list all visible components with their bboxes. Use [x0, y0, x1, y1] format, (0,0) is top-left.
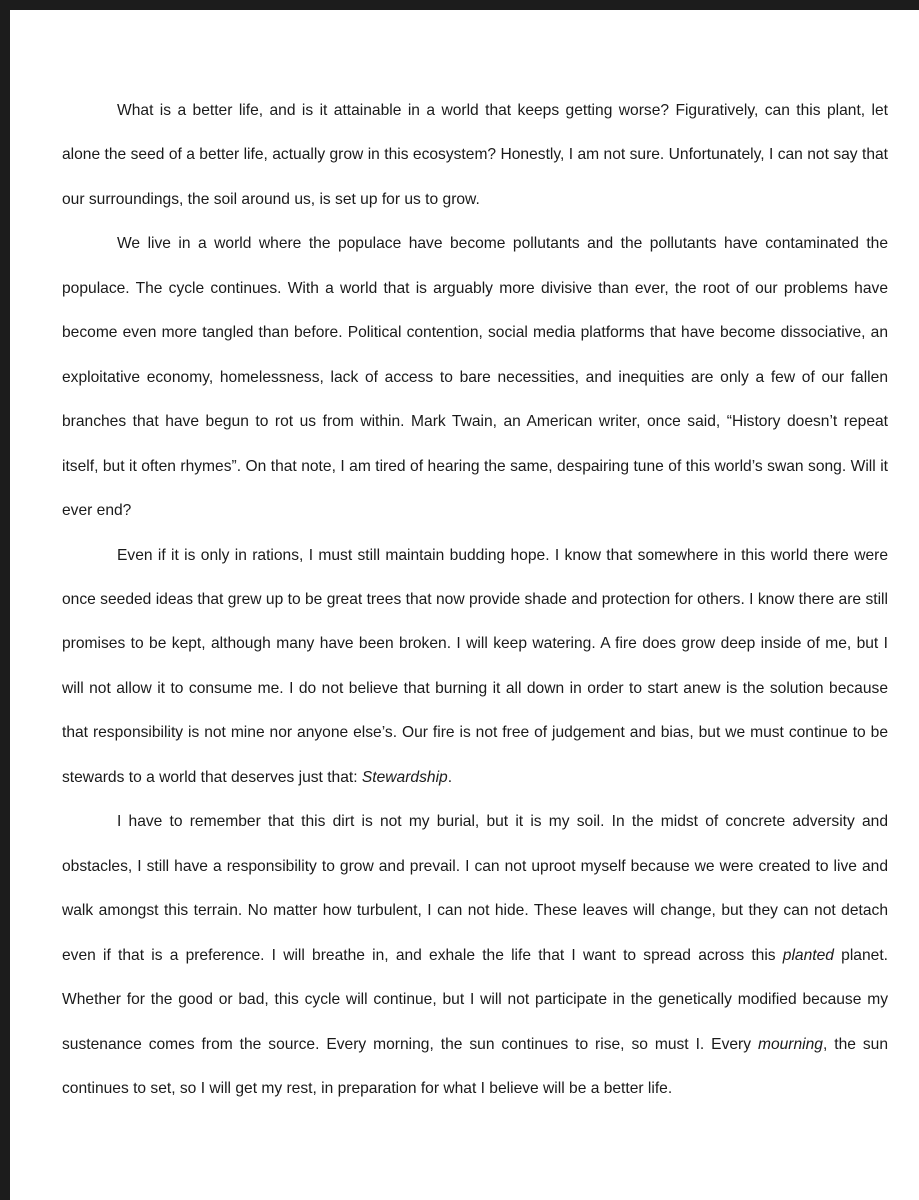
- paragraph-2-text: We live in a world where the populace have become pollutants and the pollutants have contaminated the populace. The cycle continues. With a world that is arguably more divisive than ever, the root of our problems have become even more tangled than before. Political contention, social media platforms that have become dissociative, an exploitative economy, homelessness, lack of access to bare necessities, and inequities are only a few of our fallen branches that have begun to rot us from within. Mark Twain, an American writer, once said, “History doesn’t repeat itself, but it often rhymes”. On that note, I am tired of hearing the same, despairing tune of this world’s swan song. Will it ever end?: [62, 235, 888, 520]
- document-page: [10, 10, 919, 1200]
- paragraph-3: [62, 534, 888, 801]
- paragraph-3-end: .: [447, 768, 453, 786]
- essay-body: [62, 89, 888, 1111]
- paragraph-3-text: Even if it is only in rations, I must still maintain budding hope. I know that somewhere in this world there were once seeded ideas that grew up to be great trees that now provide shade and protection for others. I know there are still promises to be kept, although many have been broken. I will keep watering. A fire does grow deep inside of me, but I will not allow it to consume me. I do not believe that burning it all down in order to start anew is the solution because that responsibility is not mine nor anyone else’s. Our fire is not free of judgement and bias, but we must continue to be stewards to a world that deserves just that:: [62, 546, 888, 786]
- paragraph-1-text: What is a better life, and is it attainable in a world that keeps getting worse? Figuratively, can this plant, let alone the seed of a better life, actually grow in this ecosystem? Honestly, I am not sure. Unfortunately, I can not say that our surroundings, the soil around us, is set up for us to grow.: [62, 102, 888, 208]
- paragraph-4: [62, 800, 888, 1111]
- italic-word-mourning: mourning: [757, 1035, 823, 1053]
- italic-word-stewardship: Stewardship: [361, 768, 448, 786]
- paragraph-4-text-a: I have to remember that this dirt is not my burial, but it is my soil. In the midst of concrete adversity and obstacles, I still have a responsibility to grow and prevail. I can not uproot myself because we were created to live and walk amongst this terrain. No matter how turbulent, I can not hide. These leaves will change, but they can not detach even if that is a preference. I will breathe in, and exhale the life that I want to spread across this: [62, 813, 888, 964]
- italic-word-planted: planted: [782, 946, 834, 964]
- paragraph-4-text-b: planet. Whether for the good or bad, this cycle will continue, but I will not participate in the genetically modified because my sustenance comes from the source. Every morning, the sun continues to rise, so must I. Every: [62, 946, 888, 1053]
- paragraph-1: [62, 89, 888, 222]
- paragraph-4-text-c: , the sun continues to set, so I will get my rest, in preparation for what I believe will be a better life.: [62, 1035, 889, 1097]
- paragraph-2: [62, 222, 888, 533]
